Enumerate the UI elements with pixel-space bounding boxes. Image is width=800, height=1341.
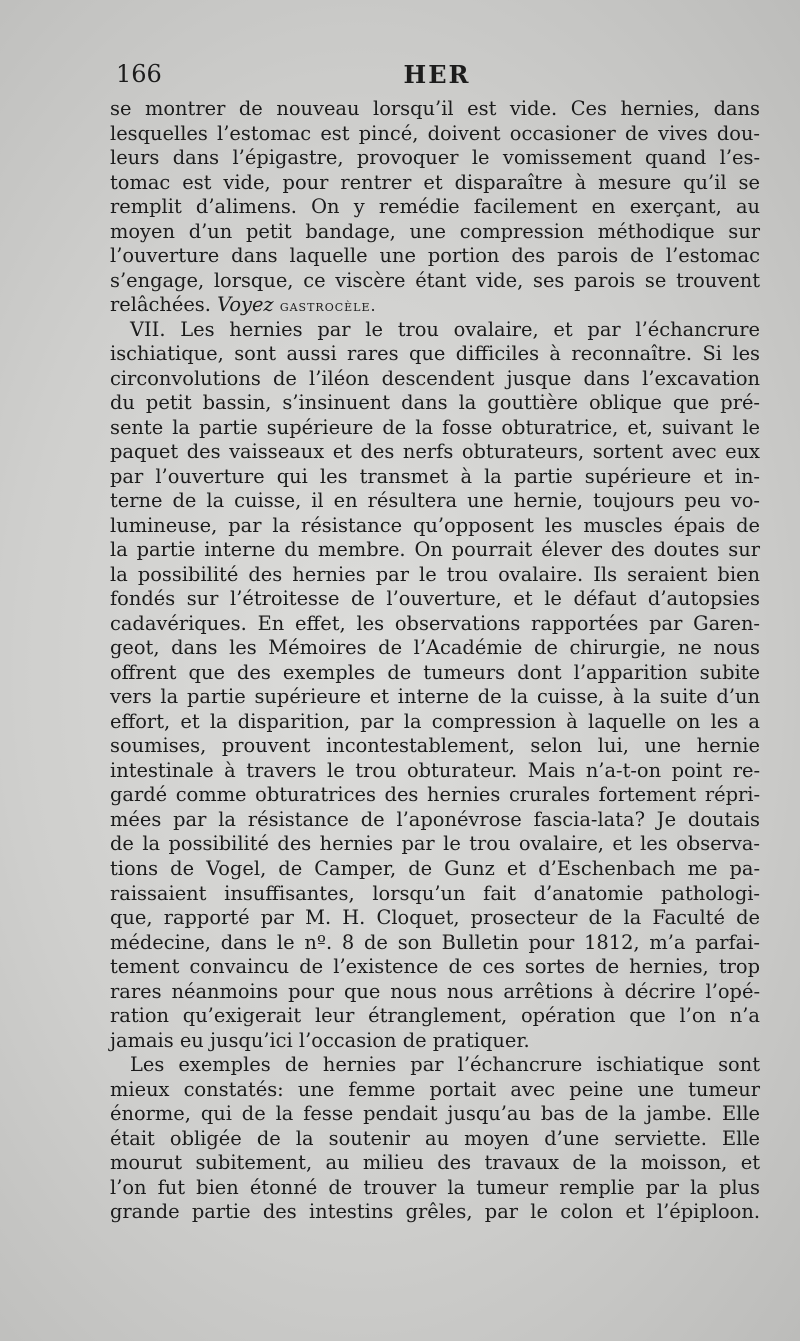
text-line: remplit d’alimens. On y remédie facilement en exerçant, au [110, 195, 760, 219]
text-line: se montrer de nouveau lorsqu’il est vide. Ces hernies, dans [110, 97, 760, 120]
text-line: lumineuse, par la résistance qu’opposent les muscles épais de [110, 513, 760, 537]
text-line: soumises, prouvent incontestablement, selon lui, une hernie [110, 734, 760, 758]
text-line: l’ouverture dans laquelle une portion des parois de l’estomac [110, 244, 760, 268]
text-line: médecine, dans le nº. 8 de son Bulletin pour 1812, m’a parfai- [110, 930, 760, 954]
text-line: fondés sur l’étroitesse de l’ouverture, et le défaut d’autopsies [110, 587, 760, 611]
text-line: terne de la cuisse, il en résultera une hernie, toujours peu vo- [110, 489, 760, 513]
text-line: lesquelles l’estomac est pincé, doivent occasioner de vives dou- [110, 121, 760, 145]
text-line: mieux constatés: une femme portait avec peine une tumeur [110, 1077, 760, 1101]
text-line: offrent que des exemples de tumeurs dont l’apparition subite [110, 660, 760, 684]
text-line: intestinale à travers le trou obturateur. Mais n’a-t-on point re- [110, 758, 760, 782]
text-line: jamais eu jusqu’ici l’occasion de pratiquer. [110, 1028, 530, 1052]
text-line: mées par la résistance de l’aponévrose fascia-lata? Je doutais [110, 807, 760, 831]
text-line: la partie interne du membre. On pourrait élever des doutes sur [110, 538, 760, 562]
text-line: tement convaincu de l’existence de ces sortes de hernies, trop [110, 955, 760, 979]
text-line: s’engage, lorsque, ce viscère étant vide, ses parois se trouvent [110, 268, 760, 292]
text-line: ischiatique, sont aussi rares que difficiles à reconnaître. Si les [110, 342, 760, 366]
text-line: grande partie des intestins grêles, par le colon et l’épiploon. [110, 1200, 760, 1224]
text-line: tions de Vogel, de Camper, de Gunz et d’Eschenbach me pa- [110, 856, 760, 880]
text-line: était obligée de la soutenir au moyen d’une serviette. Elle [110, 1126, 760, 1150]
text-line: vers la partie supérieure et interne de la cuisse, à la suite d’un [110, 685, 760, 709]
text-line: l’on fut bien étonné de trouver la tumeur remplie par la plus [110, 1175, 760, 1199]
text-line: mourut subitement, au milieu des travaux de la moisson, et [110, 1151, 760, 1175]
text-line: circonvolutions de l’iléon descendent jusque dans l’excavation [110, 366, 760, 390]
italic-reference: Voyez [217, 293, 274, 317]
text-line: raissaient insuffisantes, lorsqu’un fait d’anatomie pathologi- [110, 881, 760, 905]
text-line: cadavériques. En effet, les observations rapportées par Garen- [110, 611, 760, 635]
text-line: moyen d’un petit bandage, une compression méthodique sur [110, 219, 760, 243]
text-line: rares néanmoins pour que nous nous arrêtions à décrire l’opé- [110, 979, 760, 1003]
page-number: 166 [116, 60, 162, 88]
text-line: de la possibilité des hernies par le trou ovalaire, et les observa- [110, 832, 760, 856]
text-line: par l’ouverture qui les transmet à la partie supérieure et in- [110, 464, 760, 488]
text-line: effort, et la disparition, par la compression à laquelle on les a [110, 709, 760, 733]
text-line [110, 293, 760, 318]
text-line: Les exemples de hernies par l’échancrure ischiatique sont [130, 1053, 760, 1077]
text-line: VII. Les hernies par le trou ovalaire, et par l’échancrure [130, 317, 760, 341]
running-head: HER [403, 60, 471, 89]
cross-reference: gastrocèle. [279, 296, 377, 316]
text-line: la possibilité des hernies par le trou ovalaire. Ils seraient bien [110, 562, 760, 586]
text-line: paquet des vaisseaux et des nerfs obturateurs, sortent avec eux [110, 440, 760, 464]
text-line: énorme, qui de la fesse pendait jusqu’au bas de la jambe. Elle [110, 1102, 760, 1126]
text-line: leurs dans l’épigastre, provoquer le vomissement quand l’es- [110, 146, 760, 170]
text-line: que, rapporté par M. H. Cloquet, prosecteur de la Faculté de [110, 906, 760, 930]
page-header [112, 60, 762, 96]
text-line: tomac est vide, pour rentrer et disparaître à mesure qu’il se [110, 170, 760, 194]
text-fragment: relâchées. [110, 293, 218, 317]
text-line: sente la partie supérieure de la fosse obturatrice, et, suivant le [110, 415, 760, 439]
text-line: du petit bassin, s’insinuent dans la gouttière oblique que pré- [110, 391, 760, 415]
text-line: gardé comme obturatrices des hernies crurales fortement répri- [110, 783, 760, 807]
text-line: ration qu’exigerait leur étranglement, opération que l’on n’a [110, 1004, 760, 1028]
body-text [110, 97, 760, 1225]
text-line: geot, dans les Mémoires de l’Académie de chirurgie, ne nous [110, 636, 760, 660]
